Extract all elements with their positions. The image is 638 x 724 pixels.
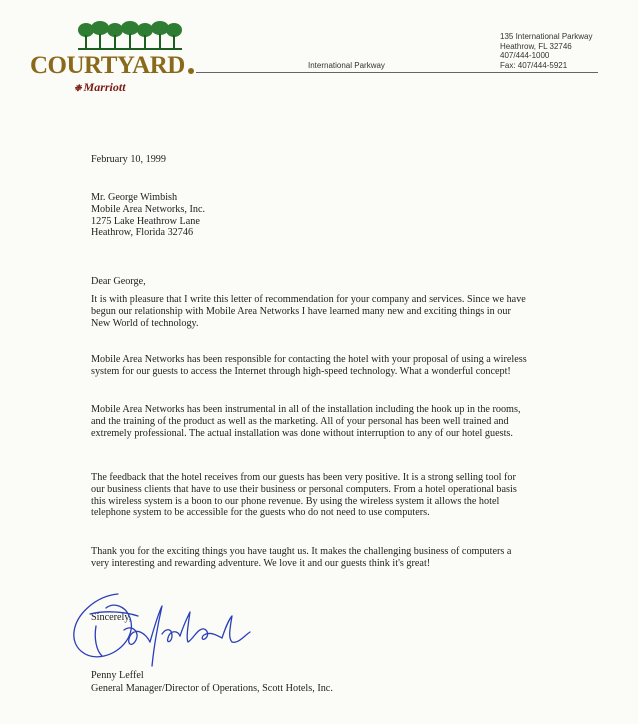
- letterhead-street: International Parkway: [308, 61, 385, 70]
- paragraph-1: [91, 294, 611, 329]
- paragraph-line: extremely professional. The actual installation was done without interruption to any of our hotel guests.: [91, 427, 513, 439]
- letterhead-address: [500, 32, 593, 70]
- recipient-line: Heathrow, Florida 32746: [91, 227, 194, 239]
- marriott-mark-icon: ❉: [74, 83, 82, 93]
- paragraph-line: this wireless system is a boon to our phone revenue. By using the wireless system it allows the hotel: [91, 495, 500, 507]
- brand-name: COURTYARD: [30, 52, 185, 79]
- paragraph-line: Mobile Area Networks has been responsible for contacting the hotel with your proposal of using a wireless: [91, 354, 527, 365]
- sub-brand: [74, 80, 126, 95]
- address-line: 135 International Parkway: [500, 32, 593, 41]
- letter-date: February 10, 1999: [91, 154, 166, 165]
- paragraph-line: The feedback that the hotel receives from our guests has been very positive. It is a strong selling tool for: [91, 472, 516, 483]
- paragraph-line: begun our relationship with Mobile Area Networks I have learned many new and exciting things in our: [91, 305, 511, 317]
- address-line: 407/444-1000: [500, 51, 550, 60]
- courtyard-logo: [30, 20, 200, 100]
- recipient-block: [91, 192, 611, 239]
- recipient-line: Mr. George Wimbish: [91, 192, 178, 203]
- sub-brand-text: Marriott: [83, 80, 126, 94]
- recipient-line: Mobile Area Networks, Inc.: [91, 203, 206, 215]
- paragraph-line: very interesting and rewarding adventure. We love it and our guests think it's great!: [91, 557, 431, 569]
- paragraph-line: telephone system to be accessible for the guests who do not need to use computers.: [91, 507, 430, 519]
- salutation: Dear George,: [91, 276, 146, 287]
- paragraph-4: [91, 472, 611, 519]
- paragraph-5: [91, 546, 611, 570]
- paragraph-line: Mobile Area Networks has been instrumental in all of the installation including the hook up in the rooms,: [91, 404, 521, 415]
- paragraph-2: [91, 354, 611, 378]
- trees-icon: [78, 20, 182, 54]
- paragraph-line: It is with pleasure that I write this letter of recommendation for your company and services. Since we have: [91, 294, 526, 305]
- recipient-line: 1275 Lake Heathrow Lane: [91, 215, 200, 227]
- paragraph-3: [91, 404, 611, 439]
- closing: Sincerely,: [91, 612, 132, 623]
- address-line: Heathrow, FL 32746: [500, 41, 572, 51]
- signer-name: Penny Leffel: [91, 670, 144, 681]
- letterhead-rule: [196, 72, 598, 73]
- address-line: Fax: 407/444-5921: [500, 60, 568, 70]
- paragraph-line: our business clients that have to use their business or personal computers. From a hotel operational basis: [91, 483, 517, 495]
- handwritten-signature: [66, 586, 256, 672]
- paragraph-line: system for our guests to access the Internet through high-speed technology. What a wonderful concept!: [91, 365, 511, 377]
- signer-title: General Manager/Director of Operations, Scott Hotels, Inc.: [91, 683, 333, 694]
- paragraph-line: and the training of the product as well as the marketing. All of your personal has been well trained and: [91, 415, 509, 427]
- registered-mark-icon: [188, 68, 194, 74]
- paragraph-line: New World of technology.: [91, 317, 199, 329]
- paragraph-line: Thank you for the exciting things you have taught us. It makes the challenging business of computers a: [91, 546, 512, 557]
